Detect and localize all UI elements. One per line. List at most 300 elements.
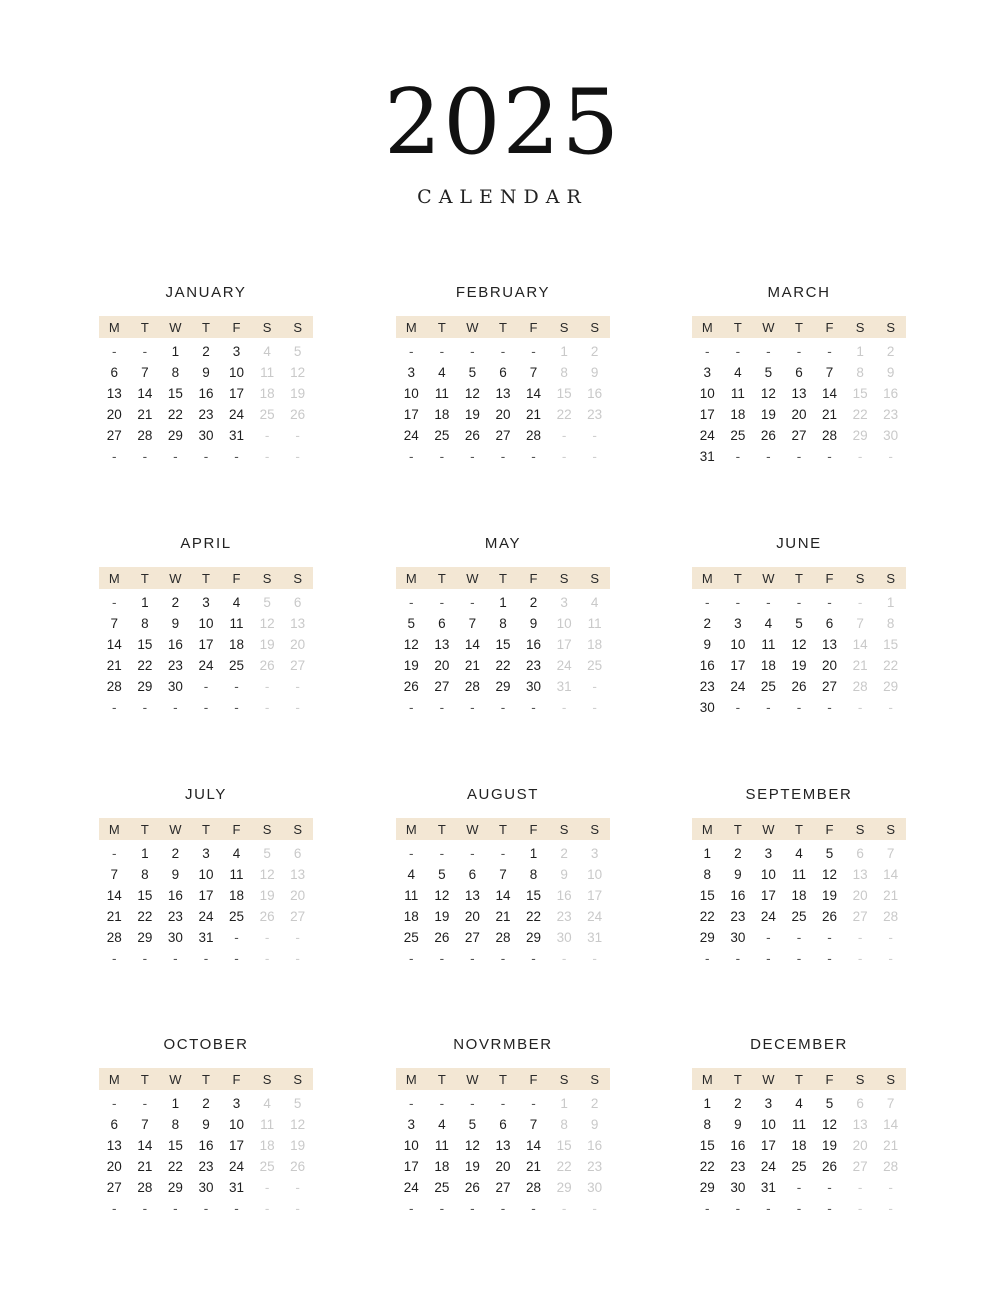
day-cell: 27	[852, 909, 868, 924]
day-cell: 20	[791, 407, 807, 422]
day-cell: 23	[883, 407, 899, 422]
day-cell: 18	[229, 637, 245, 652]
day-cell-empty: -	[203, 951, 209, 966]
day-cell: 11	[587, 616, 602, 631]
day-cell-empty: -	[439, 700, 445, 715]
day-cell: 4	[232, 595, 241, 610]
weekday-label: S	[262, 570, 272, 586]
day-cell: 23	[587, 1159, 603, 1174]
day-cell-empty: -	[112, 344, 117, 359]
day-cell-empty: -	[766, 449, 771, 464]
weekday-label: T	[437, 570, 446, 586]
day-cell: 24	[198, 909, 214, 924]
weekday-label: S	[559, 319, 569, 335]
day-cell: 11	[791, 867, 806, 882]
weekday-header-row	[99, 1068, 313, 1090]
weekday-label: S	[886, 570, 895, 586]
day-cell: 27	[464, 930, 480, 945]
month-march	[692, 283, 906, 467]
day-cell: 28	[495, 930, 511, 945]
day-cell: 2	[886, 344, 895, 359]
day-cell: 16	[587, 1138, 603, 1153]
weekday-label: W	[169, 319, 182, 335]
day-cell: 20	[434, 658, 450, 673]
day-cell: 20	[464, 909, 480, 924]
weekday-label: M	[108, 821, 120, 837]
day-cell-empty: -	[470, 700, 475, 715]
days-grid	[99, 843, 313, 969]
day-cell-empty: -	[439, 1201, 445, 1216]
day-cell: 20	[495, 1159, 511, 1174]
day-cell-empty: -	[470, 846, 475, 861]
weekday-header-row	[99, 567, 313, 589]
day-cell: 5	[795, 616, 803, 631]
day-cell: 3	[590, 846, 599, 861]
day-cell: 27	[434, 679, 450, 694]
day-cell: 1	[560, 344, 568, 359]
day-cell: 3	[202, 595, 210, 610]
month-name: APRIL	[180, 535, 232, 552]
weekday-label: S	[590, 1071, 599, 1087]
day-cell-empty: -	[592, 449, 597, 464]
weekday-label: T	[201, 1071, 210, 1087]
day-cell: 17	[699, 407, 715, 422]
day-cell-empty: -	[470, 449, 475, 464]
weekday-label: W	[466, 821, 479, 837]
day-cell: 9	[590, 365, 599, 380]
day-cell: 14	[137, 386, 153, 401]
day-cell: 13	[495, 386, 511, 401]
day-cell-empty: -	[234, 951, 239, 966]
day-cell: 6	[110, 1117, 119, 1132]
weekday-label: W	[169, 821, 182, 837]
day-cell: 25	[730, 428, 746, 443]
month-name: FEBRUARY	[455, 284, 551, 301]
day-cell: 18	[791, 888, 807, 903]
day-cell: 2	[734, 846, 742, 861]
weekday-label: M	[108, 319, 120, 335]
day-cell-empty: -	[888, 951, 893, 966]
day-cell: 3	[560, 595, 568, 610]
day-cell: 15	[495, 637, 511, 652]
day-cell-empty: -	[735, 449, 741, 464]
day-cell: 6	[293, 846, 302, 861]
day-cell: 13	[464, 888, 480, 903]
day-cell: 24	[699, 428, 715, 443]
day-cell: 24	[403, 1180, 419, 1195]
day-cell: 28	[852, 679, 868, 694]
day-cell: 31	[198, 930, 214, 945]
day-cell-empty: -	[796, 930, 802, 945]
month-may	[396, 534, 610, 718]
day-cell-empty: -	[295, 679, 300, 694]
day-cell: 22	[883, 658, 899, 673]
weekday-label: T	[140, 1071, 149, 1087]
day-cell: 8	[560, 1117, 568, 1132]
day-cell: 9	[529, 616, 538, 631]
day-cell-empty: -	[735, 951, 741, 966]
day-cell: 18	[403, 909, 419, 924]
day-cell: 21	[464, 658, 480, 673]
weekday-label: S	[293, 821, 302, 837]
day-cell: 1	[171, 1096, 180, 1111]
weekday-label: S	[262, 1071, 272, 1087]
day-cell: 27	[106, 428, 122, 443]
day-cell: 8	[856, 365, 864, 380]
day-cell-empty: -	[500, 1201, 506, 1216]
day-cell-empty: -	[827, 930, 832, 945]
day-cell-empty: -	[295, 449, 300, 464]
weekday-label: T	[794, 1071, 803, 1087]
day-cell: 8	[499, 616, 507, 631]
day-cell: 9	[734, 1117, 742, 1132]
day-cell-empty: -	[439, 595, 445, 610]
day-cell: 30	[556, 930, 572, 945]
day-cell-empty: -	[264, 951, 270, 966]
weekday-label: S	[855, 319, 865, 335]
weekday-label: S	[590, 821, 599, 837]
day-cell: 2	[202, 344, 210, 359]
day-cell: 20	[290, 888, 306, 903]
day-cell: 17	[587, 888, 603, 903]
day-cell-empty: -	[409, 1096, 414, 1111]
day-cell-empty: -	[888, 700, 893, 715]
day-cell: 10	[760, 1117, 776, 1132]
day-cell-empty: -	[857, 595, 863, 610]
day-cell: 10	[198, 616, 214, 631]
day-cell: 18	[760, 658, 776, 673]
day-cell: 21	[106, 658, 122, 673]
day-cell-empty: -	[531, 1096, 536, 1111]
day-cell: 4	[764, 616, 773, 631]
day-cell: 15	[556, 386, 572, 401]
day-cell: 26	[822, 909, 838, 924]
day-cell-empty: -	[796, 344, 802, 359]
day-cell: 23	[699, 679, 715, 694]
day-cell: 31	[760, 1180, 776, 1195]
day-cell: 27	[290, 909, 306, 924]
month-june	[692, 534, 906, 718]
day-cell: 16	[730, 1138, 746, 1153]
day-cell: 24	[760, 909, 776, 924]
day-cell: 15	[137, 637, 153, 652]
day-cell-empty: -	[234, 449, 239, 464]
day-cell: 20	[852, 1138, 868, 1153]
day-cell: 4	[590, 595, 599, 610]
day-cell: 22	[526, 909, 542, 924]
day-cell-empty: -	[203, 679, 209, 694]
weekday-label: S	[293, 1071, 302, 1087]
day-cell: 25	[434, 428, 450, 443]
day-cell: 19	[259, 888, 275, 903]
weekday-label: S	[262, 821, 272, 837]
day-cell: 5	[438, 867, 446, 882]
day-cell: 19	[822, 1138, 838, 1153]
day-cell: 19	[403, 658, 419, 673]
day-cell: 28	[883, 909, 899, 924]
weekday-header-row	[99, 818, 313, 840]
day-cell: 4	[263, 344, 271, 359]
day-cell: 13	[290, 616, 306, 631]
day-cell: 6	[856, 846, 864, 861]
day-cell: 16	[526, 637, 542, 652]
weekday-label: T	[794, 570, 803, 586]
day-cell: 10	[198, 867, 214, 882]
day-cell: 28	[822, 428, 838, 443]
day-cell-empty: -	[470, 595, 475, 610]
day-cell: 28	[464, 679, 480, 694]
day-cell-empty: -	[888, 1180, 893, 1195]
day-cell-empty: -	[470, 344, 475, 359]
day-cell-empty: -	[827, 951, 832, 966]
day-cell: 9	[703, 637, 712, 652]
day-cell: 15	[852, 386, 868, 401]
month-name: JULY	[185, 786, 227, 803]
day-cell: 2	[734, 1096, 742, 1111]
day-cell-empty: -	[766, 1201, 771, 1216]
calendar-subtitle: CALENDAR	[417, 186, 588, 208]
day-cell: 27	[495, 428, 511, 443]
day-cell: 16	[198, 386, 214, 401]
day-cell: 15	[526, 888, 542, 903]
day-cell: 22	[699, 909, 715, 924]
day-cell-empty: -	[203, 1201, 209, 1216]
day-cell-empty: -	[705, 951, 710, 966]
month-name: MAY	[484, 535, 522, 552]
day-cell: 31	[229, 1180, 245, 1195]
day-cell: 6	[795, 365, 803, 380]
day-cell: 9	[171, 867, 180, 882]
day-cell: 22	[699, 1159, 715, 1174]
day-cell: 29	[883, 679, 899, 694]
month-august	[396, 785, 610, 969]
day-cell: 15	[883, 637, 899, 652]
day-cell: 1	[499, 595, 507, 610]
day-cell: 17	[403, 1159, 419, 1174]
day-cell: 17	[198, 637, 214, 652]
day-cell: 5	[468, 365, 477, 380]
day-cell: 7	[141, 1117, 149, 1132]
weekday-label: T	[140, 570, 149, 586]
day-cell: 21	[822, 407, 838, 422]
weekday-label: W	[762, 1071, 775, 1087]
day-cell: 18	[434, 407, 450, 422]
day-cell-empty: -	[409, 846, 414, 861]
day-cell: 30	[883, 428, 899, 443]
weekday-label: F	[825, 1071, 834, 1087]
weekday-label: S	[590, 570, 599, 586]
day-cell: 7	[529, 365, 538, 380]
day-cell-empty: -	[796, 595, 802, 610]
day-cell: 23	[587, 407, 603, 422]
month-name: MARCH	[767, 284, 831, 301]
day-cell: 8	[560, 365, 568, 380]
day-cell-empty: -	[888, 930, 893, 945]
day-cell: 14	[883, 1117, 899, 1132]
weekday-label: T	[437, 821, 446, 837]
day-cell: 6	[468, 867, 477, 882]
month-name: DECEMBER	[750, 1036, 848, 1053]
day-cell: 27	[791, 428, 807, 443]
day-cell-empty: -	[592, 951, 597, 966]
day-cell: 25	[791, 909, 807, 924]
day-cell: 18	[434, 1159, 450, 1174]
day-cell: 19	[760, 407, 776, 422]
day-cell: 3	[764, 1096, 773, 1111]
weekday-label: S	[590, 319, 599, 335]
day-cell: 3	[407, 365, 416, 380]
weekday-label: F	[232, 319, 241, 335]
day-cell: 13	[822, 637, 838, 652]
day-cell-empty: -	[705, 1201, 710, 1216]
day-cell-empty: -	[264, 1201, 270, 1216]
day-cell-empty: -	[796, 700, 802, 715]
weekday-label: T	[498, 1071, 507, 1087]
day-cell: 6	[110, 365, 119, 380]
calendar-year-title: 2025	[383, 70, 622, 175]
day-cell: 9	[560, 867, 568, 882]
day-cell-empty: -	[409, 449, 414, 464]
weekday-label: F	[825, 319, 834, 335]
day-cell: 25	[760, 679, 776, 694]
day-cell-empty: -	[857, 1201, 863, 1216]
day-cell: 1	[171, 344, 180, 359]
day-cell: 22	[556, 407, 572, 422]
day-cell: 30	[167, 930, 183, 945]
day-cell: 14	[526, 1138, 542, 1153]
day-cell: 27	[106, 1180, 122, 1195]
day-cell: 2	[202, 1096, 210, 1111]
day-cell-empty: -	[827, 449, 832, 464]
day-cell: 13	[434, 637, 450, 652]
day-cell: 10	[760, 867, 776, 882]
day-cell-empty: -	[234, 930, 239, 945]
day-cell: 13	[495, 1138, 511, 1153]
day-cell-empty: -	[112, 1096, 117, 1111]
day-cell: 20	[495, 407, 511, 422]
day-cell: 5	[468, 1117, 477, 1132]
day-cell: 17	[198, 888, 214, 903]
day-cell: 26	[290, 407, 306, 422]
day-cell: 20	[106, 407, 122, 422]
weekday-label: T	[733, 1071, 742, 1087]
day-cell: 28	[137, 1180, 153, 1195]
day-cell: 20	[106, 1159, 122, 1174]
day-cell-empty: -	[409, 344, 414, 359]
day-cell: 9	[734, 867, 742, 882]
day-cell-empty: -	[295, 428, 300, 443]
day-cell-empty: -	[766, 595, 771, 610]
day-cell: 25	[229, 909, 245, 924]
day-cell-empty: -	[264, 449, 270, 464]
weekday-label: S	[559, 1071, 569, 1087]
days-grid	[692, 341, 906, 467]
days-grid	[396, 843, 610, 969]
weekday-label: S	[886, 1071, 895, 1087]
month-july	[99, 785, 313, 969]
day-cell: 21	[106, 909, 122, 924]
day-cell: 7	[110, 616, 119, 631]
weekday-label: M	[108, 1071, 120, 1087]
day-cell: 13	[290, 867, 306, 882]
day-cell: 18	[259, 1138, 275, 1153]
days-grid	[99, 341, 313, 467]
day-cell-empty: -	[735, 1201, 741, 1216]
day-cell-empty: -	[531, 1201, 536, 1216]
weekday-label: S	[293, 319, 302, 335]
days-grid	[396, 592, 610, 718]
day-cell: 1	[560, 1096, 568, 1111]
day-cell: 25	[791, 1159, 807, 1174]
day-cell: 24	[587, 909, 603, 924]
day-cell: 29	[852, 428, 868, 443]
day-cell: 22	[167, 407, 183, 422]
month-name: AUGUST	[466, 786, 540, 803]
month-april	[99, 534, 313, 718]
day-cell: 21	[883, 888, 899, 903]
day-cell: 23	[167, 658, 183, 673]
day-cell-empty: -	[735, 700, 741, 715]
day-cell-empty: -	[827, 344, 832, 359]
day-cell: 29	[137, 930, 153, 945]
day-cell: 24	[229, 407, 245, 422]
day-cell: 14	[883, 867, 899, 882]
day-cell: 26	[791, 679, 807, 694]
day-cell: 28	[526, 1180, 542, 1195]
day-cell: 2	[529, 595, 538, 610]
weekday-label: T	[140, 319, 149, 335]
day-cell: 8	[529, 867, 538, 882]
day-cell: 16	[699, 658, 715, 673]
day-cell: 25	[259, 1159, 275, 1174]
day-cell-empty: -	[295, 700, 300, 715]
day-cell-empty: -	[470, 1096, 475, 1111]
day-cell: 6	[438, 616, 446, 631]
day-cell: 11	[404, 888, 419, 903]
weekday-label: F	[232, 821, 241, 837]
day-cell: 4	[734, 365, 742, 380]
month-january	[99, 283, 313, 467]
day-cell: 20	[290, 637, 306, 652]
day-cell-empty: -	[112, 951, 117, 966]
day-cell: 7	[110, 867, 119, 882]
weekday-label: T	[498, 570, 507, 586]
day-cell: 3	[407, 1117, 416, 1132]
weekday-label: T	[201, 570, 210, 586]
day-cell-empty: -	[409, 595, 414, 610]
day-cell-empty: -	[234, 1201, 239, 1216]
days-grid	[99, 592, 313, 718]
day-cell-empty: -	[500, 449, 506, 464]
day-cell-empty: -	[592, 428, 597, 443]
day-cell-empty: -	[409, 951, 414, 966]
month-october	[99, 1035, 313, 1219]
day-cell: 12	[760, 386, 776, 401]
day-cell: 24	[198, 658, 214, 673]
day-cell-empty: -	[592, 700, 597, 715]
day-cell: 2	[590, 1096, 599, 1111]
month-novrmber	[396, 1035, 610, 1219]
day-cell: 8	[141, 867, 149, 882]
weekday-label: T	[437, 1071, 446, 1087]
day-cell: 6	[856, 1096, 864, 1111]
weekday-label: F	[232, 1071, 241, 1087]
day-cell: 14	[822, 386, 838, 401]
day-cell-empty: -	[705, 595, 710, 610]
day-cell: 7	[141, 365, 149, 380]
day-cell: 7	[856, 616, 864, 631]
day-cell-empty: -	[142, 344, 148, 359]
